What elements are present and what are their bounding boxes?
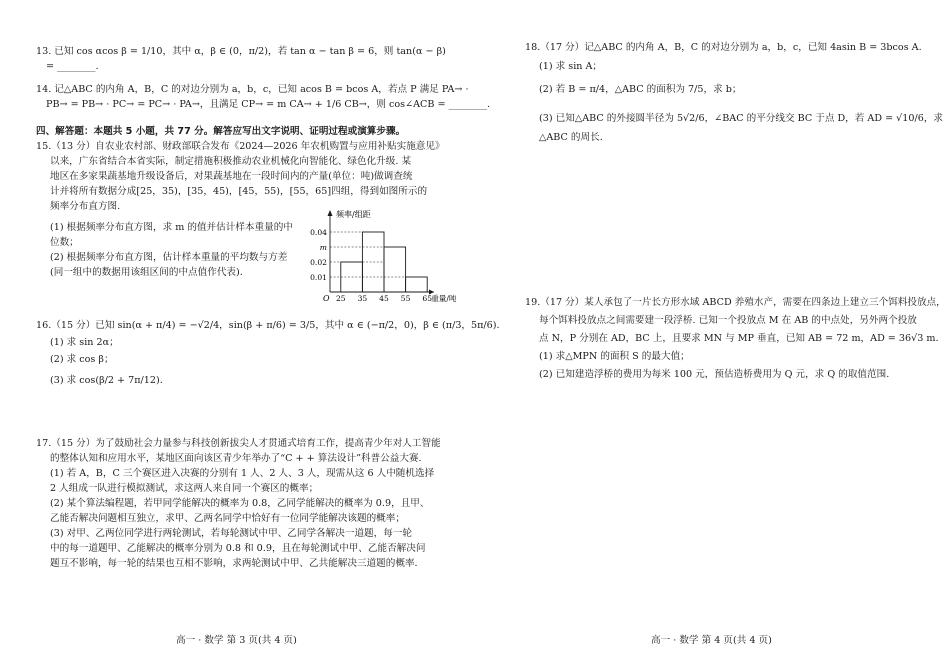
question-15-line: 地区在多家果蔬基地升级设备后，对果蔬基地在一段时间内的产量(单位：吨)做调查统	[50, 171, 413, 182]
question-15-line: 频率分布直方图.	[50, 201, 121, 212]
question-13-line: 13. 已知 cos αcos β = 1/10，其中 α，β ∈ (0，π/2)，若 tan α − tan β = 6，则 tan(α − β)	[36, 46, 446, 57]
frequency-histogram	[300, 206, 457, 303]
question-17-line: 中的每一道题甲、乙能解决的概率分别为 0.8 和 0.9，且在每轮测试中甲、乙能否解决问	[50, 543, 426, 554]
question-19-line: 每个饵料投放点之间需要建一段浮桥. 已知一个投放点 M 在 AB 的中点处，另外两个投放	[539, 315, 917, 326]
x-axis-label: 重量/吨	[431, 294, 457, 303]
question-15-line: 计并将所有数据分成[25，35)，[35，45)，[45，55)，[55，65]四组，得到如图所示的	[50, 186, 428, 197]
y-tick-label: 0.01	[310, 273, 327, 282]
question-16-line: (3) 求 cos(β/2 + 7π/12).	[50, 375, 163, 386]
question-15-line: (同一组中的数据用该组区间的中点值作代表).	[50, 267, 243, 278]
question-17-line: 17.（15 分）为了鼓励社会力量参与科技创新拔尖人才贯通式培育工作，提高青少年对人工智能	[36, 438, 441, 449]
question-13-line: = ________.	[46, 61, 99, 72]
page-footer-left: 高一 · 数学 第 3 页(共 4 页)	[176, 635, 297, 646]
question-19-line: (1) 求△MPN 的面积 S 的最大值；	[539, 351, 690, 362]
section-heading: 四、解答题：本题共 5 小题，共 77 分。解答应写出文字说明、证明过程或演算步骤。	[36, 126, 406, 137]
question-18-line: (2) 若 B = π/4，△ABC 的面积为 7/5，求 b；	[539, 84, 742, 95]
histogram-bar	[384, 247, 406, 292]
question-17-line: 2 人组成一队进行模拟测试，求这两人来自同一个赛区的概率；	[50, 483, 319, 494]
question-19-line: (2) 已知建造浮桥的费用为每米 100 元，预估造桥费用为 Q 元，求 Q 的取值范围.	[539, 369, 890, 380]
y-tick-label: m	[319, 243, 327, 252]
origin-label: O	[323, 294, 330, 303]
right-page	[475, 0, 950, 672]
question-17-line: 的整体认知和应用水平，某地区面向该区青少年举办了“C + + 算法设计”科普公益大赛.	[50, 453, 422, 464]
histogram-bar	[406, 277, 428, 292]
question-16-line: (2) 求 cos β；	[50, 354, 114, 365]
question-15-line: 位数；	[50, 237, 79, 248]
question-17-line: (1) 若 A，B，C 三个赛区进入决赛的分别有 1 人、2 人、3 人，现需从这 6 人中随机选择	[50, 468, 435, 479]
question-19	[525, 295, 946, 382]
question-14-line: 14. 记△ABC 的内角 A，B，C 的对边分别为 a，b，c，已知 acos B = bcos A，若点 P 满足 PA→ ·	[36, 84, 469, 95]
x-tick-label: 55	[400, 294, 411, 303]
question-17-line: (3) 对甲、乙两位同学进行两轮测试，若每轮测试中甲、乙同学各解决一道题，每一轮	[50, 528, 413, 539]
question-15-line: (1) 根据频率分布直方图，求 m 的值并估计样本重量的中	[50, 222, 293, 233]
question-17-line: 乙能否解决问题相互独立，求甲、乙两名同学中恰好有一位同学能解决该题的概率；	[50, 513, 405, 524]
question-19-line: 点 N，P 分别在 AD，BC 上，且要求 MN 与 MP 垂直，已知 AB = 72 m，AD = 36√3 m.	[539, 333, 939, 344]
histogram-axes	[323, 209, 434, 303]
question-18-line: 18.（17 分）记△ABC 的内角 A，B，C 的对边分别为 a，b，c，已知 4asin B = 3bcos A.	[525, 42, 922, 53]
x-tick-label: 25	[335, 294, 346, 303]
question-15-line: 15.（13 分）自农业农村部、财政部联合发布《2024—2026 年农机购置与应用补贴实施意见》	[36, 141, 445, 152]
question-17-line: (2) 某个算法编程题，若甲同学能解决的概率为 0.8，乙同学能解决的概率为 0.9，且甲、	[50, 498, 430, 509]
question-19-line: 19.（17 分）某人承包了一片长方形水域 ABCD 养殖水产，需要在四条边上建立三个饵料投放点，	[525, 297, 946, 308]
question-13	[36, 44, 446, 74]
y-axis-label: 频率/组距	[336, 210, 371, 219]
y-axis-arrow	[328, 210, 333, 216]
question-16-line: 16.（15 分）已知 sin(α + π/4) = −√2/4，sin(β + π/6) = 3/5，其中 α ∈ (−π/2，0)，β ∈ (π/3，5π/6).	[36, 320, 500, 331]
question-17-line: 题互不影响，每一轮的结果也互相不影响，求两轮测试中甲、乙共能解决三道题的概率.	[50, 558, 418, 569]
x-tick-label: 45	[379, 294, 389, 303]
x-tick-label: 35	[357, 294, 368, 303]
page-footer-right: 高一 · 数学 第 4 页(共 4 页)	[651, 635, 772, 646]
question-16	[36, 318, 500, 388]
question-15-line: (2) 根据频率分布直方图，估计样本重量的平均数与方差	[50, 252, 288, 263]
question-18-line: △ABC 的周长.	[539, 132, 603, 143]
question-18-line: (3) 已知△ABC 的外接圆半径为 5√2/6，∠BAC 的平分线交 BC 于点 D，若 AD = √10/6，求	[539, 113, 944, 124]
question-15-line: 以来，广东省结合本省实际，制定措施积极推动农业机械化向智能化、绿色化升级. 某	[50, 156, 412, 167]
y-tick-label: 0.04	[310, 228, 327, 237]
question-18-line: (1) 求 sin A；	[539, 61, 603, 72]
question-16-line: (1) 求 sin 2α；	[50, 337, 119, 348]
question-17	[36, 436, 441, 571]
question-14	[36, 82, 490, 112]
question-14-line: PB→ = PB→ · PC→ = PC→ · PA→，且满足 CP→ = m CA→ + 1/6 CB→，则 cos∠ACB = ________.	[46, 99, 491, 110]
question-18	[525, 40, 943, 145]
y-tick-label: 0.02	[310, 258, 327, 267]
x-tick-label: 65	[422, 294, 433, 303]
